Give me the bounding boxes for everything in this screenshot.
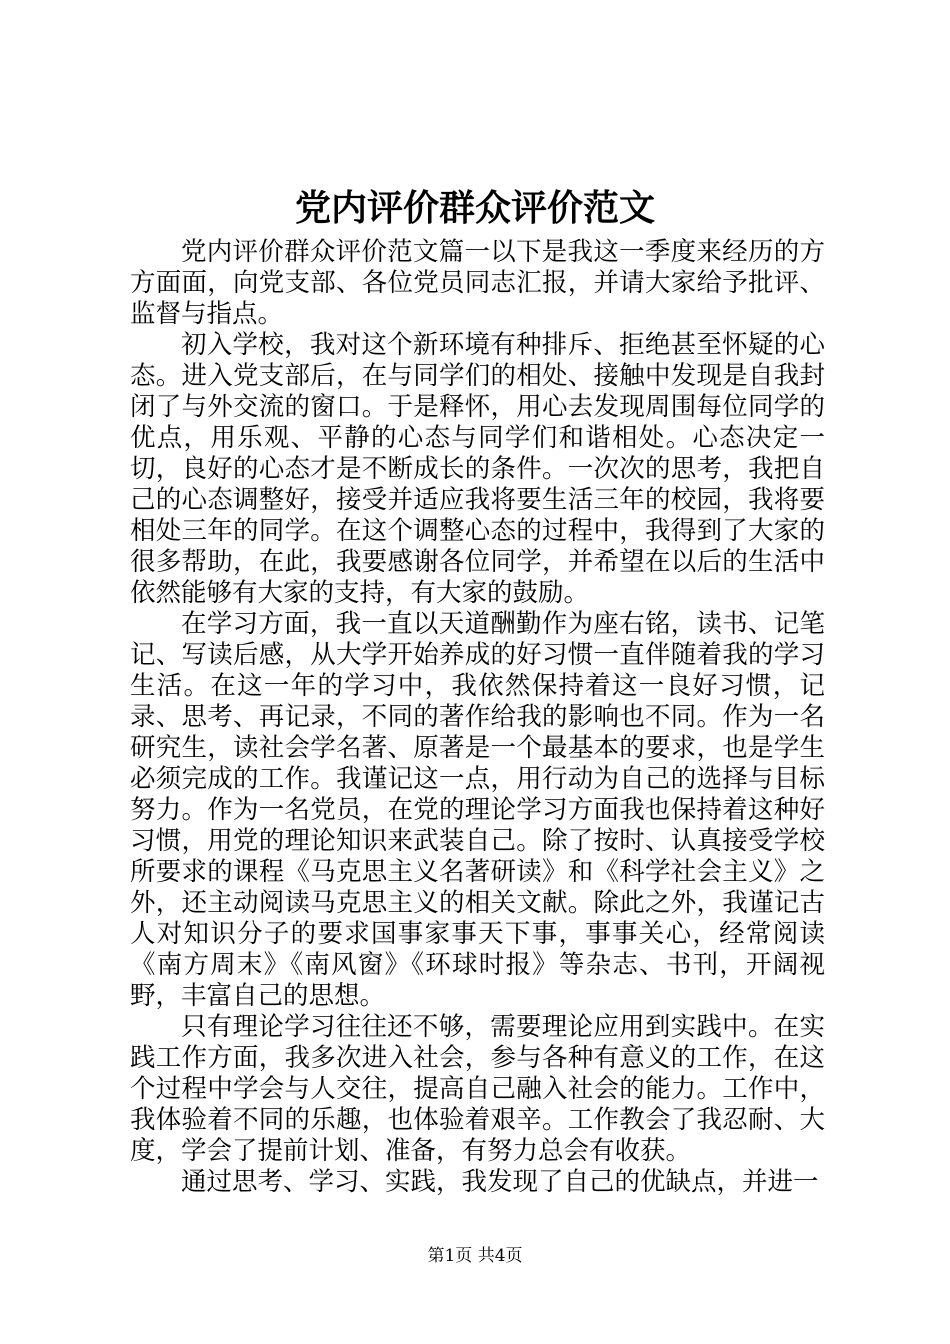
page-footer: 第1页 共4页: [427, 1246, 523, 1266]
paragraph-5: 通过思考、学习、实践，我发现了自己的优缺点，并进一: [181, 1167, 819, 1197]
paragraph-4: 只有理论学习往往还不够，需要理论应用到实践中。在实践工作方面，我多次进入社会，参与各种有意义的工作，在这个过程中学会与人交往，提高自己融入社会的能力。工作中，我体验着不同的乐趣，也体验着艰辛。工作教会了我忍耐、大度，学会了提前计划、准备，有努力总会有收获。: [130, 1012, 825, 1166]
paragraph-1: 党内评价群众评价范文篇一以下是我这一季度来经历的方方面面，向党支部、各位党员同志汇报，并请大家给予批评、监督与指点。: [130, 237, 825, 329]
document-title: 党内评价群众评价范文: [294, 187, 655, 229]
document-body: [130, 237, 825, 1198]
paragraph-3: 在学习方面，我一直以天道酬勤作为座右铭，读书、记笔记、写读后感，从大学开始养成的好习惯一直伴随着我的学习生活。在这一年的学习中，我依然保持着这一良好习惯，记录、思考、再记录，不同的著作给我的影响也不同。作为一名研究生，读社会学名著、原著是一个最基本的要求，也是学生必须完成的工作。我谨记这一点，用行动为自己的选择与目标努力。作为一名党员，在党的理论学习方面我也保持着这种好习惯，用党的理论知识来武装自己。除了按时、认真接受学校所要求的课程《马克思主义名著研读》和《科学社会主义》之外，还主动阅读马克思主义的相关文献。除此之外，我谨记古人对知识分子的要求国事家事天下事，事事关心，经常阅读《南方周末》《南风窗》《环球时报》等杂志、书刊，开阔视野，丰富自己的思想。: [130, 609, 825, 1011]
paragraph-2: 初入学校，我对这个新环境有种排斥、拒绝甚至怀疑的心态。进入党支部后，在与同学们的相处、接触中发现是自我封闭了与外交流的窗口。于是释怀，用心去发现周围每位同学的优点，用乐观、平静的心态与同学们和谐相处。心态决定一切，良好的心态才是不断成长的条件。一次次的思考，我把自己的心态调整好，接受并适应我将要生活三年的校园，我将要相处三年的同学。在这个调整心态的过程中，我得到了大家的很多帮助，在此，我要感谢各位同学，并希望在以后的生活中依然能够有大家的支持，有大家的鼓励。: [130, 330, 825, 608]
